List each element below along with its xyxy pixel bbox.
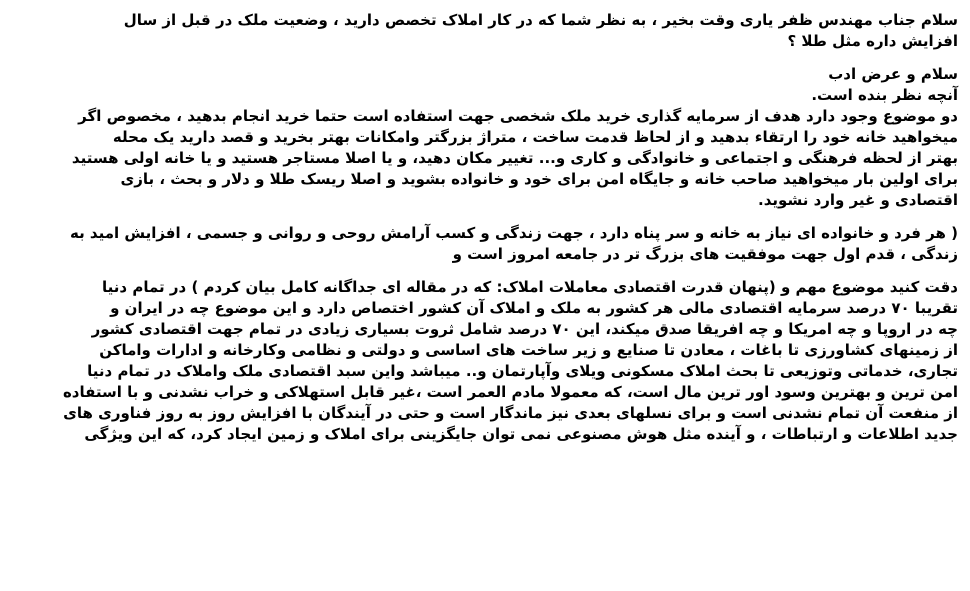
article-line-8: جدید اطلاعات و ارتباطات ، و آینده مثل هوش مصنوعی نمی توان جایگزینی برای املاک و زمین ایجاد کرد، که این ویژگی xyxy=(84,425,958,443)
answer-line-4: برای اولین بار میخواهید صاحب خانه و جایگاه امن برای خود و خانواده بشوید و اصلا ریسک طلا و دلار و بحث ، بازی xyxy=(120,170,958,188)
article-line-3: چه در اروپا و چه امریکا و چه افریقا صدق میکند، این ۷۰ درصد شامل ثروت بسیاری زیادی در تمام جهت اقتصادی کشور xyxy=(91,320,958,338)
opinion-line: آنچه نظر بنده است. xyxy=(811,86,958,104)
greeting-line: سلام و عرض ادب xyxy=(828,65,958,83)
article-line-4: از زمینهای کشاورزی تا باغات ، معادن تا صنایع و زیر ساخت های اساسی و دولتی و نظامی وکارخانه و ادارات واماکن xyxy=(99,341,958,359)
answer-line-2: میخواهید خانه خود را ارتقاء بدهید و از لحاظ قدمت ساخت ، متراژ بزرگتر وامکانات بهتر بخرید و قصد دارید یک محله xyxy=(112,128,958,146)
question-line-1: سلام جناب مهندس ظفر یاری وقت بخیر ، به نظر شما که در کار املاک تخصص دارید ، وضعیت ملک در قبل از سال xyxy=(123,11,958,29)
parenthetical-paragraph xyxy=(8,223,958,265)
answer-line-5: اقتصادی و غیر وارد نشوید. xyxy=(758,191,958,209)
parenthetical-line-1: ( هر فرد و خانواده ای نیاز به خانه و سر پناه دارد ، جهت زندگی و کسب آرامش روحی و روانی و جسمی ، افزایش امید به xyxy=(69,224,958,242)
article-line-2: تقریبا ۷۰ درصد سرمایه اقتصادی مالی هر کشور به ملک و املاک آن کشور اختصاص دارد و این موضوع چه در ایران و xyxy=(110,299,958,317)
question-paragraph xyxy=(8,10,958,52)
document-body xyxy=(8,10,958,445)
answer-line-3: بهتر از لحظه فرهنگی و اجتماعی و خانوادگی و کاری و... تغییر مکان دهید، و یا اصلا مستاجر هستید و یا خانه اولی هستید xyxy=(71,149,958,167)
answer-body-paragraph xyxy=(8,106,958,211)
question-line-2: افزایش داره مثل طلا ؟ xyxy=(787,32,958,50)
parenthetical-line-2: زندگی ، قدم اول جهت موفقیت های بزرگ تر در جامعه امروز است و xyxy=(452,245,958,263)
article-line-5: تجاری، خدماتی وتوزیعی تا بحث املاک مسکونی ویلای وآپارتمان و.. میباشد واین سبد اقتصادی ملک واملاک در تمام دنیا xyxy=(87,362,958,380)
article-line-7: از منفعت آن تمام نشدنی است و برای نسلهای بعدی نیز ماندگار است و حتی در آیندگان با افزایش روز به روز فناوری های xyxy=(63,404,958,422)
answer-intro-paragraph xyxy=(8,64,958,106)
article-line-1: دقت کنید موضوع مهم و (پنهان قدرت اقتصادی معاملات املاک: که در مقاله ای جداگانه کامل بیان کردم ) در تمام دنیا xyxy=(102,278,958,296)
answer-line-1: دو موضوع وجود دارد هدف از سرمایه گذاری خرید ملک شخصی جهت استفاده است حتما خرید انجام بدهید ، مخصوص اگر xyxy=(78,107,958,125)
article-paragraph xyxy=(8,277,958,445)
article-line-6: امن ترین و بهترین وسود اور ترین مال است، که معمولا مادم العمر است ،غیر قابل استهلاکی و خراب نشدنی و با استفاده xyxy=(62,383,958,401)
